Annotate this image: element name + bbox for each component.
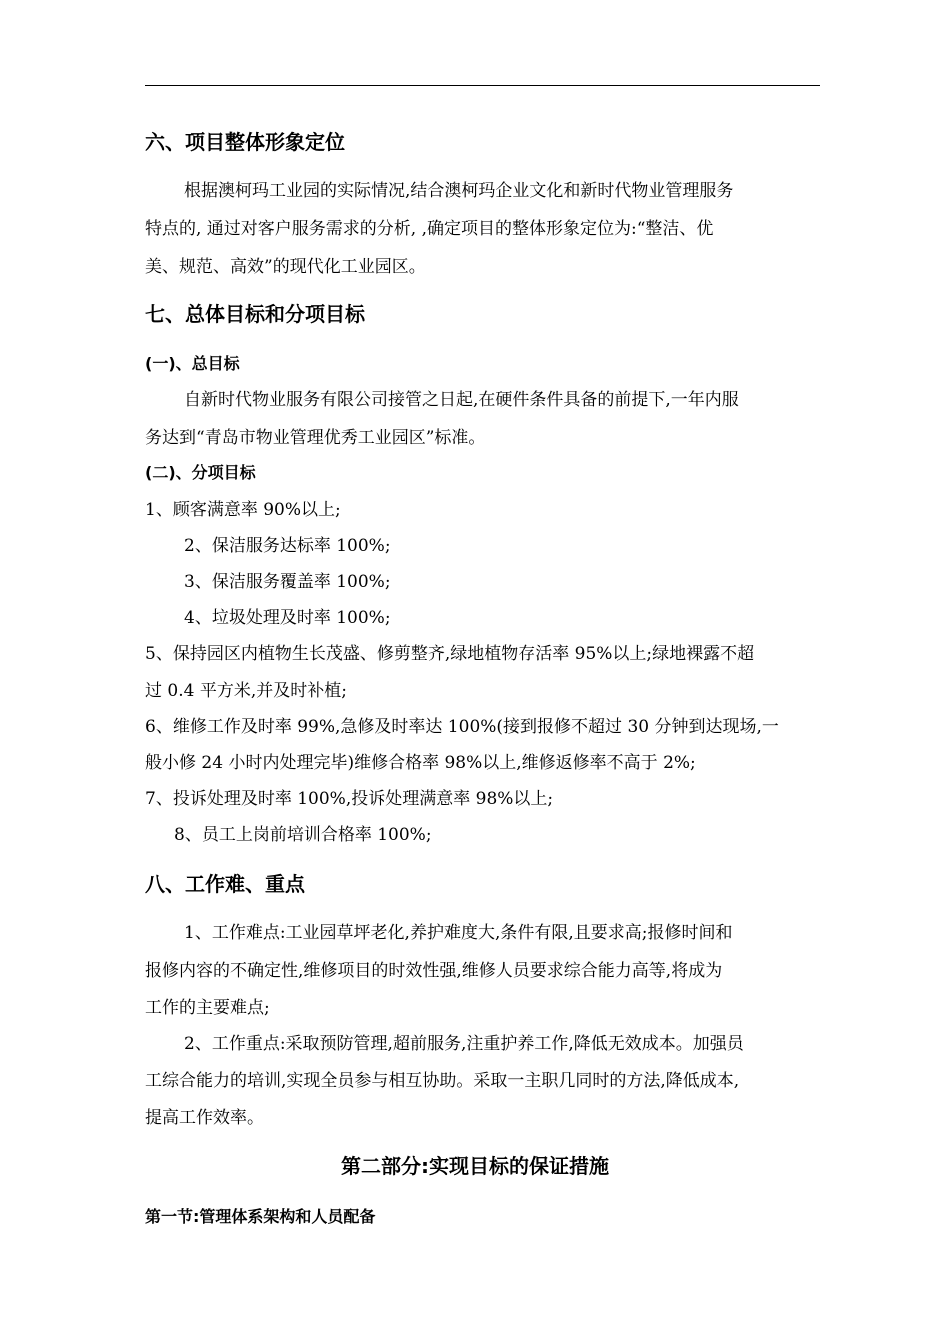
paragraph-line: 自新时代物业服务有限公司接管之日起,在硬件条件具备的前提下,一年内服	[184, 390, 739, 410]
paragraph-line: 根据澳柯玛工业园的实际情况,结合澳柯玛企业文化和新时代物业管理服务	[184, 181, 734, 201]
header-rule	[145, 85, 820, 86]
list-item: 7、投诉处理及时率 100%,投诉处理满意率 98%以上;	[145, 789, 554, 809]
list-item-continuation: 般小修 24 小时内处理完毕)维修合格率 98%以上,维修返修率不高于 2%;	[145, 753, 696, 773]
part-2-section-1-heading: 第一节:管理体系架构和人员配备	[145, 1207, 376, 1226]
list-item-continuation: 过 0.4 平方米,并及时补植;	[145, 681, 347, 701]
paragraph-line: 工综合能力的培训,实现全员参与相互协助。采取一主职几同时的方法,降低成本,	[145, 1071, 740, 1091]
subsection-heading-total-goal: (一)、总目标	[145, 354, 240, 373]
subsection-heading-sub-goals: (二)、分项目标	[145, 463, 256, 482]
section-6-heading: 六、项目整体形象定位	[145, 130, 345, 154]
paragraph-line: 工作的主要难点;	[145, 998, 270, 1018]
paragraph-line: 美、规范、高效”的现代化工业园区。	[145, 257, 426, 277]
paragraph-line: 2、工作重点:采取预防管理,超前服务,注重护养工作,降低无效成本。加强员	[184, 1034, 744, 1054]
paragraph-line: 特点的, 通过对客户服务需求的分析, ,确定项目的整体形象定位为:“整洁、优	[145, 219, 714, 239]
section-7-heading: 七、总体目标和分项目标	[145, 302, 365, 326]
section-8-heading: 八、工作难、重点	[145, 872, 305, 896]
paragraph-line: 报修内容的不确定性,维修项目的时效性强,维修人员要求综合能力高等,将成为	[145, 961, 723, 981]
paragraph-line: 提高工作效率。	[145, 1108, 264, 1128]
list-item: 2、保洁服务达标率 100%;	[184, 536, 391, 556]
list-item: 8、员工上岗前培训合格率 100%;	[174, 825, 432, 845]
list-item: 4、垃圾处理及时率 100%;	[184, 608, 391, 628]
list-item: 5、保持园区内植物生长茂盛、修剪整齐,绿地植物存活率 95%以上;绿地裸露不超	[145, 644, 755, 664]
list-item: 1、顾客满意率 90%以上;	[145, 500, 341, 520]
list-item: 3、保洁服务覆盖率 100%;	[184, 572, 391, 592]
part-2-heading: 第二部分:实现目标的保证措施	[341, 1154, 609, 1178]
paragraph-line: 1、工作难点:工业园草坪老化,养护难度大,条件有限,且要求高;报修时间和	[184, 923, 733, 943]
list-item: 6、维修工作及时率 99%,急修及时率达 100%(接到报修不超过 30 分钟到达现场,一	[145, 717, 779, 737]
paragraph-line: 务达到“青岛市物业管理优秀工业园区”标准。	[145, 428, 486, 448]
